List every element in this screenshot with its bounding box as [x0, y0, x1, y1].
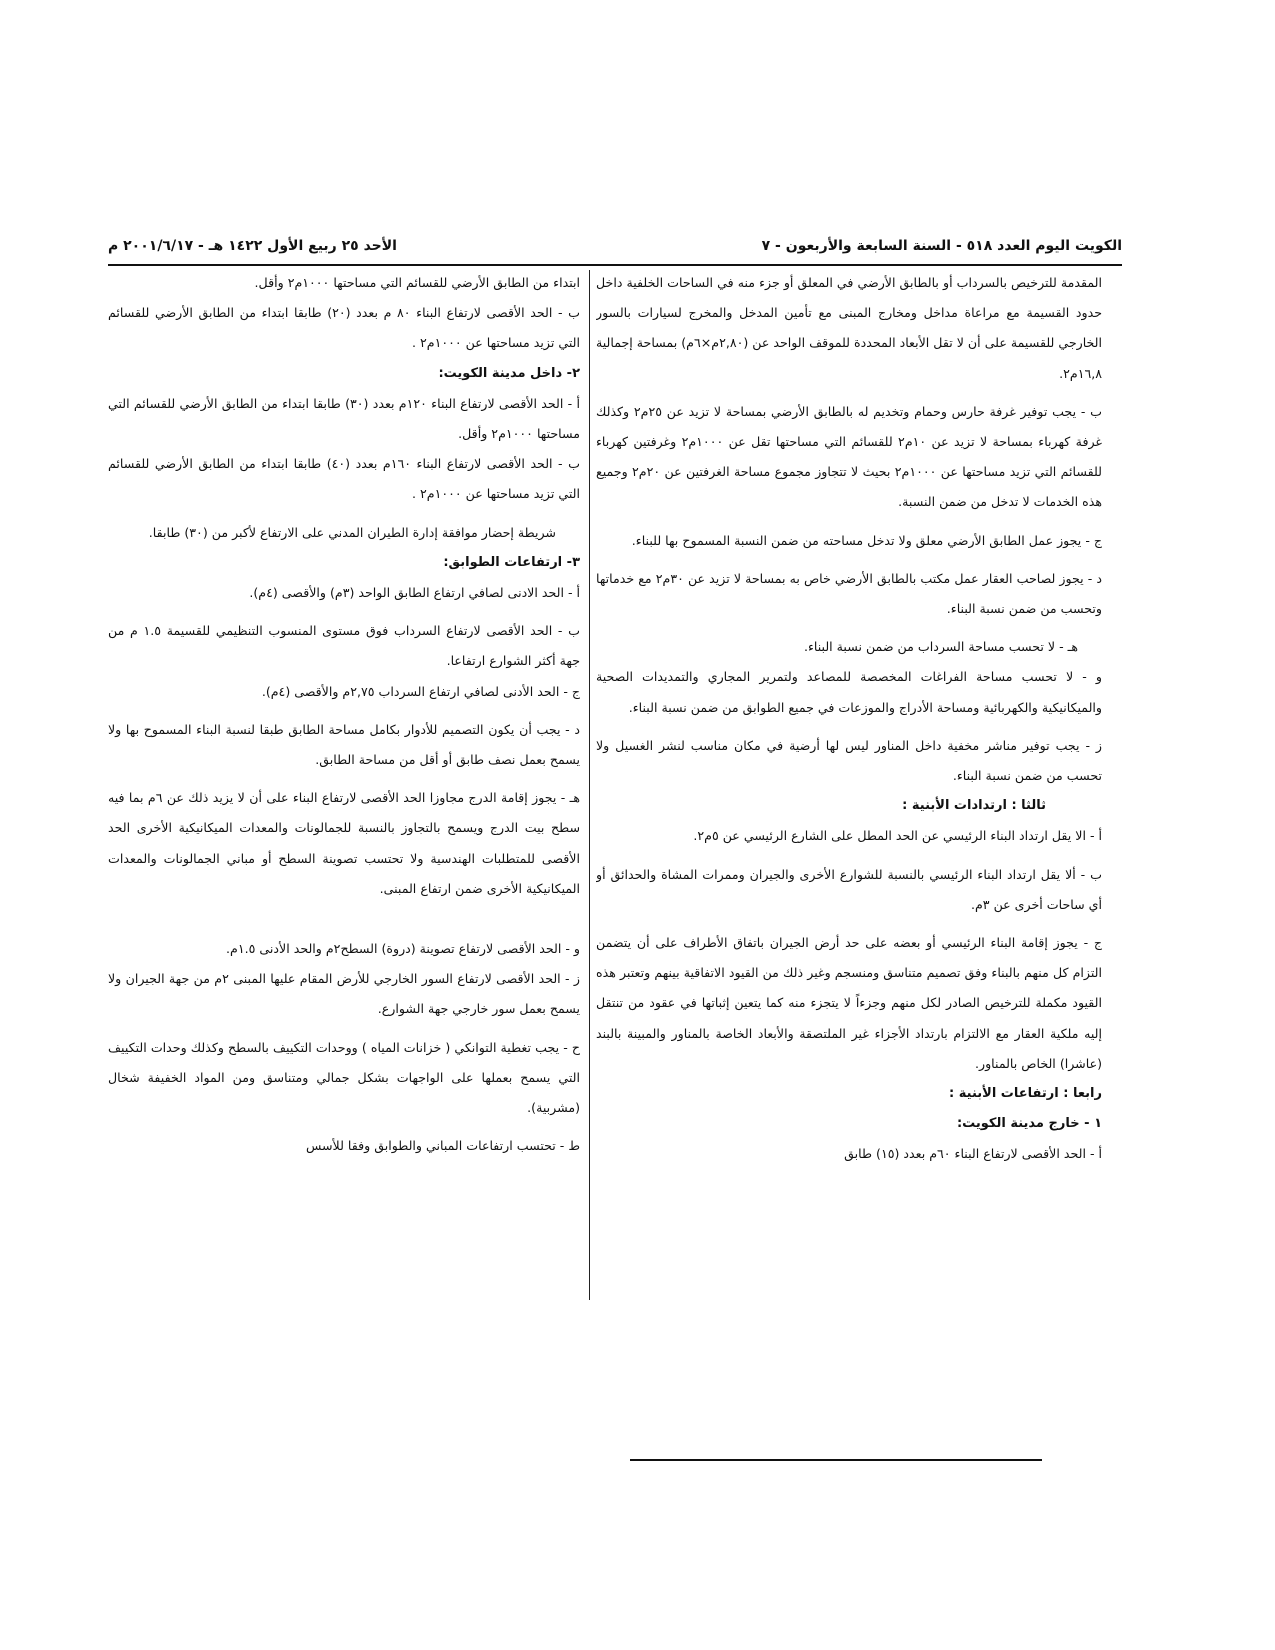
paragraph-office: د - يجوز لصاحب العقار عمل مكتب بالطابق الأرضي خاص به بمساحة لا تزيد عن ٣٠م٢ مع خدماتها وتحسب من ضمن نسبة البناء.: [596, 570, 1102, 617]
footer-rule: [630, 1459, 1042, 1461]
paragraph-guard-room: ب - يجب توفير غرفة حارس وحمام وتخديم له بالطابق الأرضي بمساحة لا تزيد عن ٢٥م٢ وكذلك غرفة كهرباء بمساحة لا تزيد عن ١٠م٢ للقسائم التي مساحتها تقل عن ١٠٠٠م٢ وغرفتين كهرباء للقسائم التي تزيد مساحتها عن ١٠٠٠م٢ بحيث لا تتجاوز مجموع مساحة الغرفتين عن ٢٠م٢ وجميع هذه الخدمات لا تدخل من ضمن النسبة.: [596, 403, 1102, 510]
paragraph-floor-b: ب - الحد الأقصى لارتفاع السرداب فوق مستوى المنسوب التنظيمي للقسيمة ١.٥ م من جهة أكثر الشوارع ارتفاعا.: [108, 623, 580, 669]
heading-inside-city: ٢- داخل مدينة الكويت:: [438, 365, 580, 381]
right-column: [596, 268, 1102, 1308]
paragraph-setback-main: أ - الا يقل ارتداد البناء الرئيسي عن الحد المطل على الشارع الرئيسي عن ٥م٢.: [693, 828, 1102, 844]
heading-setbacks: ثالثا : ارتدادات الأبنية :: [902, 798, 1046, 814]
paragraph-floor-j: ج - الحد الأدنى لصافي ارتفاع السرداب ٢,٧٥م والأقصى (٤م).: [261, 683, 580, 699]
heading-heights: رابعا : ارتفاعات الأبنية :: [949, 1086, 1102, 1102]
paragraph-inside-b: ب - الحد الأقصى لارتفاع البناء ١٦٠م بعدد (٤٠) طابقا ابتداء من الطابق الأرضي للقسائم التي تزيد مساحتها عن ١٠٠٠م٢ .: [108, 456, 580, 502]
paragraph-floor-h: هـ - يجوز إقامة الدرج مجاوزا الحد الأقصى لارتفاع البناء على أن لا يزيد ذلك عن ٦م بما فيه سطح بيت الدرج ويسمح بالتجاوز بالنسبة للجمالونات والمعدات الميكانيكية الأخرى الحد الأقصى للمتطلبات الهندسية ولا تحتسب تصوينة السطح أو مباني الجمالونات والمعدات الميكانيكية الأخرى ضمن ارتفاع المبنى.: [108, 790, 580, 896]
page-header: [108, 236, 1122, 266]
column-divider: [589, 270, 590, 1300]
paragraph-outside-b: ب - الحد الأقصى لارتفاع البناء ٨٠ م بعدد (٢٠) طابقا ابتداء من الطابق الأرضي للقسائم التي تزيد مساحتها عن ١٠٠٠م٢ .: [108, 305, 580, 351]
paragraph-ground-floor: ج - يجوز عمل الطابق الأرضي معلق ولا تدخل مساحته من ضمن النسبة المسموح بها للبناء.: [631, 532, 1102, 548]
heading-outside-city: ١ - خارج مدينة الكويت:: [956, 1116, 1102, 1132]
header-date: الأحد ٢٥ ربيع الأول ١٤٢٢ هـ - ٢٠٠١/٦/١٧ م: [108, 238, 397, 254]
paragraph-aviation-condition: شريطة إحضار موافقة إدارة الطيران المدني على الارتفاع لأكبر من (٣٠) طابقا.: [148, 524, 556, 540]
paragraph-intro: المقدمة للترخيص بالسرداب أو بالطابق الأرضي في المعلق أو جزء منه في الساحات الخلفية داخل حدود القسيمة مع مراعاة مداخل ومخارج المبنى مع تأمين المدخل والمخرج لسيارات بالسور الخارجي للقسيمة على أن لا تقل الأبعاد المحددة للموقف الواحد عن (٢,٨٠م×٦م) بمساحة إجمالية ١٦,٨م٢.: [596, 275, 1102, 381]
paragraph-outside-a: أ - الحد الأقصى لارتفاع البناء ٦٠م بعدد (١٥) طابق: [844, 1146, 1102, 1162]
paragraph-floor-d: د - يجب أن يكون التصميم للأدوار بكامل مساحة الطابق طبقا لنسبة البناء المسموح بها ولا يسمح بعمل نصف طابق أو أقل من مساحة الطابق.: [108, 721, 580, 768]
paragraph-outside-a-cont: ابتداء من الطابق الأرضي للقسائم التي مساحتها ١٠٠٠م٢ وأقل.: [254, 275, 580, 290]
heading-floor-heights: ٣- ارتفاعات الطوابق:: [443, 554, 580, 570]
paragraph-floor-w: و - الحد الأقصى لارتفاع تصوينة (دروة) السطح٢م والحد الأدنى ١.٥م.: [226, 941, 580, 957]
paragraph-basement: هـ - لا تحسب مساحة السرداب من ضمن نسبة البناء.: [803, 639, 1078, 655]
paragraph-drying: ز - يجب توفير مناشر مخفية داخل المناور ليس لها أرضية في مكان مناسب لنشر الغسيل ولا تحسب من ضمن نسبة البناء.: [596, 737, 1102, 784]
header-publication-info: الكويت اليوم العدد ٥١٨ - السنة السابعة والأربعون - ٧: [761, 238, 1122, 254]
paragraph-voids: و - لا تحسب مساحة الفراغات المخصصة للمصاعد ولتمرير المجاري والتمديدات الصحية والميكانيكية والكهربائية ومساحة الأدراج والموزعات في جميع الطوابق من ضمن نسبة البناء.: [596, 669, 1102, 715]
paragraph-floor-a: أ - الحد الادنى لصافي ارتفاع الطابق الواحد (٣م) والأقصى (٤م).: [249, 585, 580, 601]
paragraph-setback-neighbors: ج - يجوز إقامة البناء الرئيسي أو بعضه على حد أرض الجيران باتفاق الأطراف على أن يتضمن التزام كل منهم بالبناء وفق تصميم متناسق ومنسجم وغير ذلك من القيود الاتفاقية بينهم وتعتبر هذه القيود مكملة للترخيص الصادر لكل منهم وجزءاً لا يتجزء منه كما يتعين إثباتها في عقود من تنتقل إليه ملكية العقار مع الالتزام بارتداد الأجزاء غير الملتصقة والأبعاد الخاصة بالمناور والمبينة بالبند (عاشرا) الخاص بالمناور.: [596, 935, 1102, 1071]
paragraph-floor-t: ط - تحتسب ارتفاعات المباني والطوابق وفقا للأسس: [305, 1138, 580, 1154]
paragraph-floor-h2: ح - يجب تغطية التوانكي ( خزانات المياه ) ووحدات التكييف بالسطح وكذلك وحدات التكييف التي يسمح بعملها على الواجهات بشكل جمالي ومتناسق ومن المواد الخفيفة شخال (مشربية).: [108, 1039, 580, 1116]
paragraph-setback-other: ب - ألا يقل ارتداد البناء الرئيسي بالنسبة للشوارع الأخرى والجيران وممرات المشاة والحدائق أو أي ساحات أخرى عن ٣م.: [596, 866, 1102, 912]
left-column: [108, 268, 580, 1308]
paragraph-floor-z: ز - الحد الأقصى لارتفاع السور الخارجي للأرض المقام عليها المبنى ٢م من جهة الجيران ولا يسمح بعمل سور خارجي جهة الشوارع.: [108, 971, 580, 1017]
paragraph-inside-a: أ - الحد الأقصى لارتفاع البناء ١٢٠م بعدد (٣٠) طابقا ابتداء من الطابق الأرضي للقسائم التي مساحتها ١٠٠٠م٢ وأقل.: [108, 395, 580, 442]
